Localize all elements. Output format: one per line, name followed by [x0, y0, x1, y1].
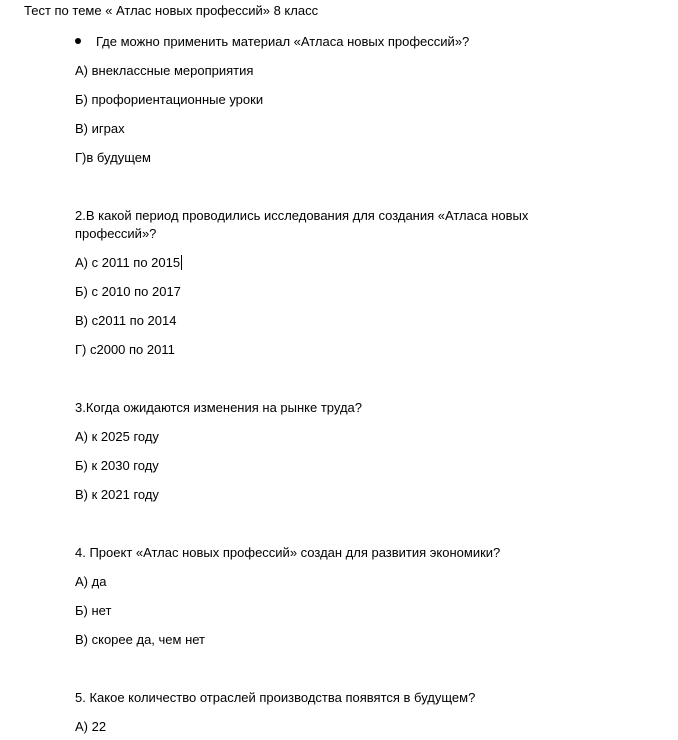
question-1-text: Где можно применить материал «Атласа новых профессий»? — [96, 34, 470, 49]
question-4-option-b: Б) нет — [75, 603, 112, 618]
question-3-option-b: Б) к 2030 году — [75, 458, 159, 473]
question-4-text: 4. Проект «Атлас новых профессий» создан для развития экономики? — [75, 545, 501, 560]
question-2-option-c: В) с2011 по 2014 — [75, 313, 177, 328]
question-2-option-a — [75, 254, 182, 272]
question-3-option-a: А) к 2025 году — [75, 429, 159, 444]
text-cursor — [181, 255, 182, 270]
question-1-option-b: Б) профориентационные уроки — [75, 92, 264, 107]
question-2-option-d: Г) с2000 по 2011 — [75, 342, 175, 357]
question-5-option-a: А) 22 — [75, 719, 107, 734]
question-2-option-b: Б) с 2010 по 2017 — [75, 284, 181, 299]
question-4-option-c: В) скорее да, чем нет — [75, 632, 205, 647]
question-5-text: 5. Какое количество отраслей производства появятся в будущем? — [75, 690, 476, 705]
question-3-option-c: В) к 2021 году — [75, 487, 159, 502]
bullet-icon — [75, 38, 81, 44]
question-3-text: 3.Когда ожидаются изменения на рынке труда? — [75, 400, 363, 415]
question-2-option-a-text: А) с 2011 по 2015 — [75, 255, 181, 270]
question-4-option-a: А) да — [75, 574, 107, 589]
question-2-text-line2: профессий»? — [75, 226, 157, 241]
question-1-option-c: В) играх — [75, 121, 125, 136]
question-1-option-a: А) внеклассные мероприятия — [75, 63, 254, 78]
document-title: Тест по теме « Атлас новых профессий» 8 класс — [24, 3, 319, 18]
question-1-option-d: Г)в будущем — [75, 150, 151, 165]
question-2-text-line1: 2.В какой период проводились исследования для создания «Атласа новых — [75, 208, 529, 223]
